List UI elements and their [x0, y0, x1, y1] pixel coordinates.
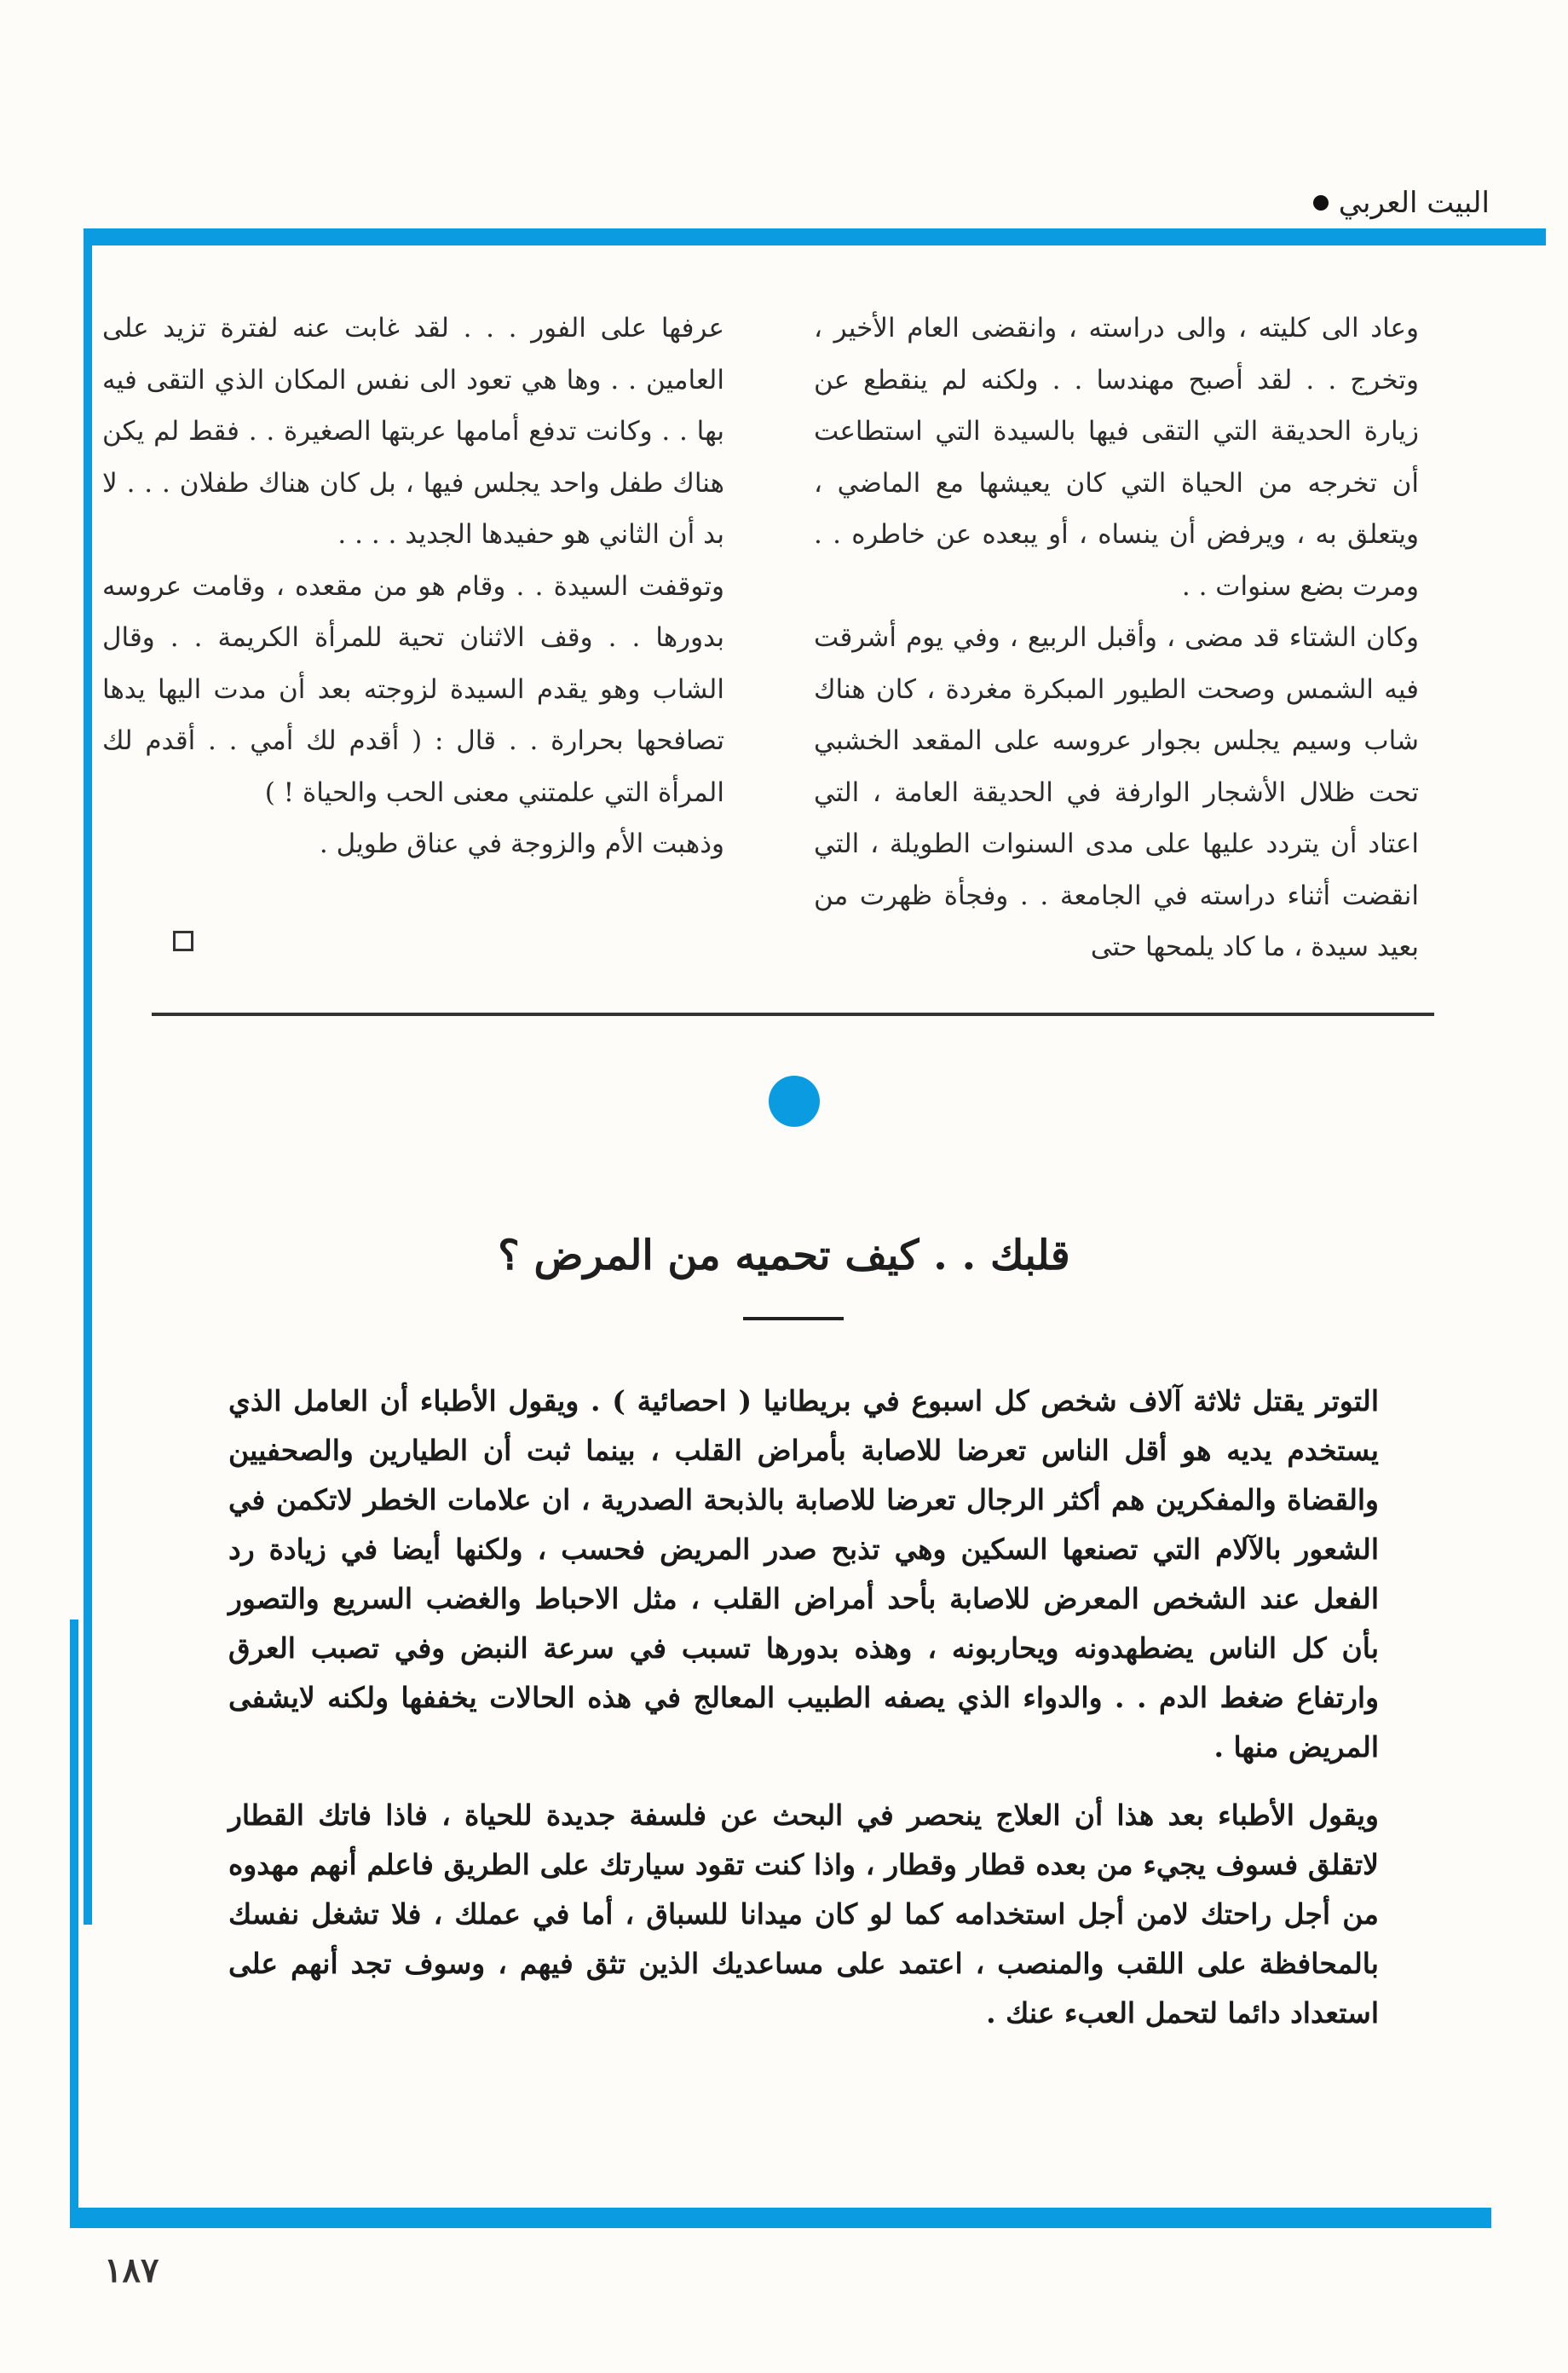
- article-paragraph: ويقول الأطباء بعد هذا أن العلاج ينحصر في البحث عن فلسفة جديدة للحياة ، فاذا فاتك القطار لاتقلق فسوف يجيء من بعده قطار وقطار ، واذا كنت تقود سيارتك على الطريق فاعلم أنهم مهدوه من أجل راحتك لامن أجل استخدامه كما لو كان ميدانا للسباق ، أما في عملك ، فلا تشغل نفسك بالمحافظة على اللقب والمنصب ، اعتمد على مساعديك الذين تثق فيهم ، وسوف تجد أنهم على استعداد دائما لتحمل العبء عنك .: [228, 1799, 1379, 2029]
- story-paragraph: عرفها على الفور . . . لقد غابت عنه لفترة تزيد على العامين . . وها هي تعود الى نفس المكان الذي التقى فيه بها . . وكانت تدفع أمامها عربتها الصغيرة . . فقط لم يكن هناك طفل واحد يجلس فيها ، بل كان هناك طفلان . . . لا بد أن الثاني هو حفيدها الجديد . . . .: [102, 313, 724, 550]
- section-separator-rule: [152, 1013, 1434, 1016]
- blue-circle-ornament: [769, 1076, 820, 1127]
- end-of-story-square-icon: [173, 931, 193, 951]
- article-title: قلبك . . كيف تحميه من المرض ؟: [498, 1232, 1070, 1279]
- article-body: [228, 1377, 1379, 2038]
- story-column-left: [102, 303, 724, 870]
- left-blue-rule-upper: [84, 228, 92, 1925]
- magazine-section-label: [1313, 186, 1490, 220]
- story-paragraph: وعاد الى كليته ، والى دراسته ، وانقضى العام الأخير ، وتخرج . . لقد أصبح مهندسا . . ولكنه لم ينقطع عن زيارة الحديقة التي التقى فيها بالسيدة التي استطاعت أن تخرجه من الحياة التي كان يعيشها مع الماضي ، ويتعلق به ، ويرفض أن ينساه ، أو يبعده عن خاطره . . ومرت بضع سنوات . .: [814, 313, 1419, 602]
- story-paragraph: وتوقفت السيدة . . وقام هو من مقعده ، وقامت عروسه بدورها . . وقف الاثنان تحية للمرأة الكريمة . . وقال الشاب وهو يقدم السيدة لزوجته بعد أن مدت اليها يدها تصافحها بحرارة . . قال : ( أقدم لك أمي . . أقدم لك المرأة التي علمتني معنى الحب والحياة ! ): [102, 570, 724, 808]
- story-paragraph: وذهبت الأم والزوجة في عناق طويل .: [319, 829, 724, 859]
- left-blue-rule-lower: [70, 1620, 78, 2226]
- story-paragraph: وكان الشتاء قد مضى ، وأقبل الربيع ، وفي يوم أشرقت فيه الشمس وصحت الطيور المبكرة مغردة ، كان هناك شاب وسيم يجلس بجوار عروسه على المقعد الخشبي تحت ظلال الأشجار الوارفة في الحديقة العامة ، التي اعتاد أن يتردد عليها على مدى السنوات الطويلة ، التي انقضت أثناء دراسته في الجامعة . . وفجأة ظهرت من بعيد سيدة ، ما كاد يلمحها حتى: [814, 622, 1419, 962]
- article-paragraph: التوتر يقتل ثلاثة آلاف شخص كل اسبوع في بريطانيا ( احصائية ) . ويقول الأطباء أن العامل الذي يستخدم يديه هو أقل الناس تعرضا للاصابة بأمراض القلب ، بينما ثبت أن الطيارين والصحفيين والقضاة والمفكرين هم أكثر الرجال تعرضا للاصابة بالذبحة الصدرية ، ان علامات الخطر لاتكمن في الشعور بالآلام التي تصنعها السكين وهي تذبح صدر المريض فحسب ، ولكنها أيضا في زيادة رد الفعل عند الشخص المعرض للاصابة بأحد أمراض القلب ، مثل الاحباط والغضب السريع والتصور بأن كل الناس يضطهدونه ويحاربونه ، وهذه بدورها تسبب في سرعة النبض وفي تصبب العرق وارتفاع ضغط الدم . . والدواء الذي يصفه الطبيب المعالج في هذه الحالات يخففها ولكنه لايشفى المريض منها .: [228, 1384, 1379, 1764]
- story-column-right: [814, 303, 1419, 973]
- bottom-blue-rule: [70, 2208, 1491, 2228]
- top-blue-rule: [84, 228, 1546, 245]
- title-underline: [743, 1317, 844, 1320]
- page-number: ١٨٧: [104, 2250, 159, 2290]
- section-name: البيت العربي: [1338, 186, 1490, 220]
- bullet-icon: [1313, 195, 1329, 211]
